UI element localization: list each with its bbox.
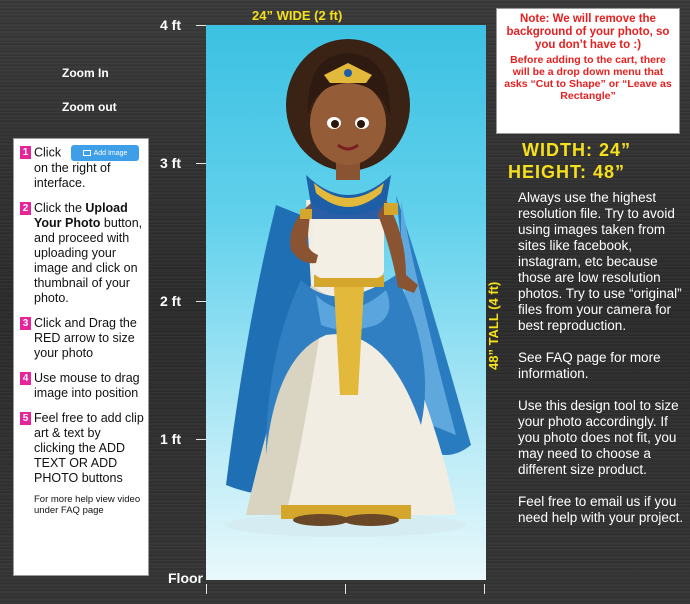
zoom-out-button[interactable]: Zoom out [62,100,117,114]
more-help-text: For more help view video under FAQ page [34,494,141,516]
step-text: Use mouse to drag image into position [34,371,140,400]
add-image-button[interactable] [71,145,140,161]
instructions-panel [13,138,149,576]
note-heading: Note: We will remove the background of your photo, so you don’t have to :) [506,13,670,51]
height-dimension: HEIGHT: 48” [508,162,626,182]
ruler-mark-3ft: 3 ft [160,155,181,171]
step-number: 1 [20,146,31,159]
instruction-step-1 [20,145,144,191]
step-number: 5 [20,412,31,425]
ruler-tick [196,439,206,440]
step-text: Click and Drag the RED arrow to size your photo [34,316,137,360]
note-body: Before adding to the cart, there will be a drop down menu that asks “Cut to Shape” or “Leave as Rectangle” [504,54,672,102]
ruler-tick [196,301,206,302]
zoom-in-button[interactable]: Zoom In [62,66,109,80]
height-label: 48” TALL (4 ft) [486,281,501,370]
step-number: 4 [20,372,31,385]
step-number: 3 [20,317,31,330]
email-tip: Feel free to email us if you need help with your project. [518,494,684,525]
width-dimension: WIDTH: 24” [522,140,631,160]
ruler-mark-2ft: 2 ft [160,293,181,309]
design-canvas[interactable] [206,25,486,580]
floor-tick [345,584,346,594]
resolution-tip: Always use the highest resolution file. Try to avoid using images taken from sites like facebook, instagram, etc because those are low resolution photos. Try to use “original” files from your camera for best reproduction. [518,190,682,333]
instruction-step-3 [20,316,144,361]
floor-tick [206,584,207,594]
faq-tip: See FAQ page for more information. [518,350,661,381]
step-text: button, and proceed with uploading your image and click on thumbnail of your photo. [34,216,143,305]
step-number: 2 [20,202,31,215]
ruler-tick [196,25,206,26]
step-text: Click [34,145,62,160]
upload-photo-emphasis: Upload Your Photo [34,201,128,230]
floor-label: Floor [168,570,203,586]
sizing-tip: Use this design tool to size your photo accordingly. If you photo does not fit, you may need to choose a different size product. [518,398,679,477]
step-text: Feel free to add clip art & text by clicking the ADD TEXT OR ADD PHOTO buttons [34,411,144,485]
ruler-mark-4ft: 4 ft [160,17,181,33]
ruler-mark-1ft: 1 ft [160,431,181,447]
instruction-step-5 [20,411,144,486]
info-text [518,190,688,542]
step-text: Click the [34,201,86,215]
character-illustration[interactable] [206,25,486,580]
floor-tick [484,584,485,594]
add-image-button-label: Add Image [93,149,128,157]
instruction-step-2 [20,201,144,306]
image-icon [83,150,91,156]
background-removal-note [496,8,680,134]
step-text: on the right of interface. [34,161,111,190]
instruction-step-4 [20,371,144,401]
ruler-tick [196,163,206,164]
width-label: 24” WIDE (2 ft) [252,8,343,23]
